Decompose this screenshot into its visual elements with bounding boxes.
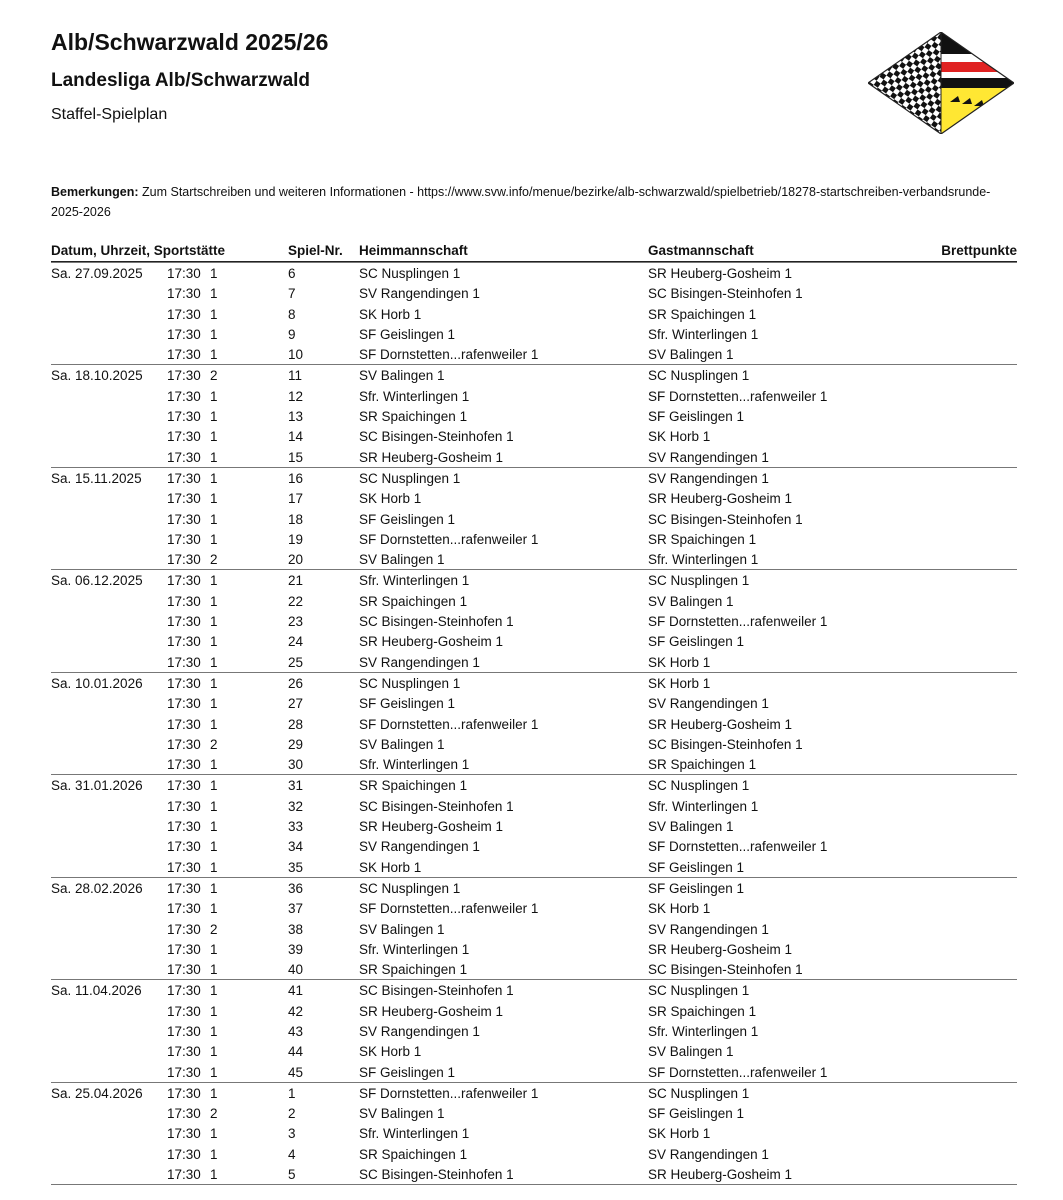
venue-number: 1 [210, 1167, 218, 1183]
game-number: 25 [288, 654, 304, 670]
home-team: SC Nusplingen 1 [359, 266, 461, 281]
col-board-points: Brettpunkte [941, 243, 1017, 258]
venue-number: 1 [210, 573, 218, 589]
guest-team: SC Bisingen-Steinhofen 1 [648, 511, 803, 527]
venue-number: 1 [210, 511, 218, 527]
game-number: 11 [288, 368, 303, 384]
home-team: SV Rangendingen 1 [359, 286, 480, 302]
match-time: 17:30 [167, 675, 201, 691]
home-team: SF Dornstetten...rafenweiler 1 [359, 716, 539, 732]
match-time: 17:30 [167, 1126, 201, 1142]
game-number: 21 [288, 573, 304, 589]
guest-team: SR Spaichingen 1 [648, 757, 757, 773]
table-row [51, 467, 1017, 488]
league-name: Landesliga Alb/Schwarzwald [51, 70, 311, 91]
remarks-label: Bemerkungen: [51, 185, 139, 199]
venue-number: 1 [210, 531, 218, 547]
match-time: 17:30 [167, 470, 201, 486]
guest-team: SV Balingen 1 [648, 593, 734, 609]
match-time: 17:30 [167, 491, 201, 507]
table-row [51, 631, 1017, 651]
game-number: 29 [288, 736, 304, 752]
guest-team: SF Dornstetten...rafenweiler 1 [648, 614, 828, 630]
table-row [51, 447, 1017, 467]
guest-team: SV Rangendingen 1 [648, 696, 769, 712]
venue-number: 1 [210, 716, 218, 732]
venue-number: 1 [210, 266, 218, 281]
match-time: 17:30 [167, 1106, 201, 1122]
match-time: 17:30 [167, 573, 201, 589]
home-team: SK Horb 1 [359, 1044, 422, 1060]
venue-number: 1 [210, 819, 218, 835]
match-time: 17:30 [167, 1064, 201, 1080]
guest-team: SC Nusplingen 1 [648, 1085, 750, 1101]
home-team: SV Rangendingen 1 [359, 839, 480, 855]
venue-number: 1 [210, 409, 218, 425]
match-time: 17:30 [167, 1167, 201, 1183]
home-team: SF Dornstetten...rafenweiler 1 [359, 1085, 539, 1101]
home-team: SR Heuberg-Gosheim 1 [359, 819, 504, 835]
game-number: 37 [288, 901, 304, 917]
table-row [51, 734, 1017, 754]
home-team: Sfr. Winterlingen 1 [359, 388, 470, 404]
table-row [51, 1123, 1017, 1143]
table-row [51, 774, 1017, 795]
venue-number: 1 [210, 306, 218, 322]
match-time: 17:30 [167, 880, 201, 896]
venue-number: 1 [210, 696, 218, 712]
table-row [51, 816, 1017, 836]
col-home-team: Heimmannschaft [359, 243, 468, 258]
venue-number: 1 [210, 347, 218, 363]
home-team: SR Spaichingen 1 [359, 409, 468, 425]
home-team: SK Horb 1 [359, 859, 422, 875]
home-team: SR Heuberg-Gosheim 1 [359, 634, 504, 650]
match-date: Sa. 15.11.2025 [51, 470, 142, 486]
table-header [51, 240, 1017, 262]
match-time: 17:30 [167, 1146, 201, 1162]
home-team: SV Balingen 1 [359, 1106, 445, 1122]
match-time: 17:30 [167, 593, 201, 609]
venue-number: 1 [210, 470, 218, 486]
guest-team: SF Dornstetten...rafenweiler 1 [648, 1064, 828, 1080]
game-number: 18 [288, 511, 304, 527]
table-row [51, 324, 1017, 344]
schedule-table [51, 240, 1017, 1185]
venue-number: 1 [210, 1064, 218, 1080]
home-team: SC Bisingen-Steinhofen 1 [359, 1167, 514, 1183]
match-time: 17:30 [167, 511, 201, 527]
table-row [51, 979, 1017, 1000]
game-number: 26 [288, 675, 304, 691]
guest-team: SK Horb 1 [648, 901, 711, 917]
home-team: SR Heuberg-Gosheim 1 [359, 1003, 504, 1019]
game-number: 39 [288, 941, 304, 957]
game-number: 36 [288, 880, 304, 896]
table-row [51, 796, 1017, 816]
home-team: SF Geislingen 1 [359, 326, 456, 342]
game-number: 9 [288, 326, 296, 342]
home-team: SC Nusplingen 1 [359, 675, 461, 691]
game-number: 5 [288, 1167, 296, 1183]
game-number: 27 [288, 696, 304, 712]
venue-number: 1 [210, 1126, 218, 1142]
home-team: SF Geislingen 1 [359, 1064, 456, 1080]
table-row [51, 1041, 1017, 1061]
guest-team: SF Geislingen 1 [648, 409, 745, 425]
table-row [51, 1144, 1017, 1164]
game-number: 20 [288, 552, 304, 568]
guest-team: Sfr. Winterlingen 1 [648, 552, 759, 568]
table-row [51, 714, 1017, 734]
match-time: 17:30 [167, 819, 201, 835]
guest-team: SC Nusplingen 1 [648, 778, 750, 794]
game-number: 16 [288, 470, 304, 486]
venue-number: 1 [210, 798, 218, 814]
table-row [51, 652, 1017, 672]
guest-team: SR Heuberg-Gosheim 1 [648, 941, 793, 957]
guest-team: SF Dornstetten...rafenweiler 1 [648, 388, 828, 404]
guest-team: Sfr. Winterlingen 1 [648, 798, 759, 814]
match-time: 17:30 [167, 1044, 201, 1060]
table-row [51, 529, 1017, 549]
table-row [51, 836, 1017, 856]
match-time: 17:30 [167, 266, 201, 281]
game-number: 22 [288, 593, 304, 609]
match-time: 17:30 [167, 941, 201, 957]
venue-number: 1 [210, 880, 218, 896]
table-row [51, 426, 1017, 446]
match-date: Sa. 10.01.2026 [51, 675, 143, 691]
game-number: 7 [288, 286, 296, 302]
table-row [51, 569, 1017, 590]
guest-team: SF Geislingen 1 [648, 634, 745, 650]
game-number: 23 [288, 614, 304, 630]
table-row [51, 939, 1017, 959]
guest-team: SK Horb 1 [648, 429, 711, 445]
home-team: SK Horb 1 [359, 491, 422, 507]
home-team: SC Bisingen-Steinhofen 1 [359, 429, 514, 445]
venue-number: 1 [210, 901, 218, 917]
guest-team: SR Heuberg-Gosheim 1 [648, 1167, 793, 1183]
table-row [51, 1001, 1017, 1021]
guest-team: SK Horb 1 [648, 654, 711, 670]
match-time: 17:30 [167, 901, 201, 917]
guest-team: Sfr. Winterlingen 1 [648, 326, 759, 342]
game-number: 10 [288, 347, 304, 363]
guest-team: SC Bisingen-Steinhofen 1 [648, 286, 803, 302]
federation-logo [868, 32, 1014, 134]
guest-team: SC Nusplingen 1 [648, 983, 750, 999]
document-type: Staffel-Spielplan [51, 106, 168, 123]
home-team: SF Geislingen 1 [359, 511, 456, 527]
match-time: 17:30 [167, 634, 201, 650]
home-team: SV Rangendingen 1 [359, 1023, 480, 1039]
home-team: SC Nusplingen 1 [359, 880, 461, 896]
guest-team: Sfr. Winterlingen 1 [648, 1023, 759, 1039]
match-date: Sa. 18.10.2025 [51, 368, 143, 384]
match-time: 17:30 [167, 696, 201, 712]
game-number: 42 [288, 1003, 304, 1019]
col-date: Datum, Uhrzeit, Sportstätte [51, 243, 226, 258]
table-row [51, 591, 1017, 611]
match-time: 17:30 [167, 654, 201, 670]
match-time: 17:30 [167, 326, 201, 342]
table-row [51, 857, 1017, 877]
match-time: 17:30 [167, 347, 201, 363]
guest-team: SR Heuberg-Gosheim 1 [648, 266, 793, 281]
venue-number: 1 [210, 941, 218, 957]
match-date: Sa. 11.04.2026 [51, 983, 142, 999]
guest-team: SR Spaichingen 1 [648, 1003, 757, 1019]
home-team: SV Balingen 1 [359, 552, 445, 568]
match-time: 17:30 [167, 306, 201, 322]
table-end-divider [51, 1184, 1017, 1185]
game-number: 15 [288, 449, 304, 465]
venue-number: 1 [210, 839, 218, 855]
guest-team: SF Geislingen 1 [648, 880, 745, 896]
remarks-text: Zum Startschreiben und weiteren Informationen - https://www.svw.info/menue/bezirke/alb-schwarzwald/spielbetrieb/18278-startschreiben-verbandsrunde-2025-2026 [51, 185, 991, 219]
guest-team: SV Rangendingen 1 [648, 470, 769, 486]
table-row [51, 283, 1017, 303]
venue-number: 1 [210, 1003, 218, 1019]
match-date: Sa. 06.12.2025 [51, 573, 143, 589]
guest-team: SC Bisingen-Steinhofen 1 [648, 962, 803, 978]
guest-team: SV Balingen 1 [648, 347, 734, 363]
game-number: 17 [288, 491, 304, 507]
table-row [51, 1021, 1017, 1041]
venue-number: 1 [210, 859, 218, 875]
home-team: SC Bisingen-Steinhofen 1 [359, 983, 514, 999]
guest-team: SF Geislingen 1 [648, 1106, 745, 1122]
game-number: 38 [288, 921, 304, 937]
match-time: 17:30 [167, 531, 201, 547]
game-number: 8 [288, 306, 296, 322]
venue-number: 1 [210, 286, 218, 302]
venue-number: 1 [210, 778, 218, 794]
game-number: 3 [288, 1126, 296, 1142]
guest-team: SR Heuberg-Gosheim 1 [648, 716, 793, 732]
table-row [51, 549, 1017, 569]
match-date: Sa. 28.02.2026 [51, 880, 143, 896]
home-team: SF Dornstetten...rafenweiler 1 [359, 901, 539, 917]
guest-team: SR Spaichingen 1 [648, 531, 757, 547]
home-team: Sfr. Winterlingen 1 [359, 941, 470, 957]
table-row [51, 1062, 1017, 1082]
col-game-number: Spiel-Nr. [288, 243, 343, 258]
match-date: Sa. 27.09.2025 [51, 266, 143, 281]
match-time: 17:30 [167, 368, 201, 384]
guest-team: SF Geislingen 1 [648, 859, 745, 875]
venue-number: 1 [210, 757, 218, 773]
table-row [51, 488, 1017, 508]
table-row [51, 919, 1017, 939]
match-time: 17:30 [167, 962, 201, 978]
match-time: 17:30 [167, 449, 201, 465]
table-row [51, 672, 1017, 693]
match-time: 17:30 [167, 552, 201, 568]
table-row [51, 509, 1017, 529]
guest-team: SV Balingen 1 [648, 1044, 734, 1060]
venue-number: 1 [210, 675, 218, 691]
game-number: 33 [288, 819, 304, 835]
match-time: 17:30 [167, 1023, 201, 1039]
table-row [51, 898, 1017, 918]
match-time: 17:30 [167, 921, 201, 937]
home-team: SK Horb 1 [359, 306, 422, 322]
match-time: 17:30 [167, 409, 201, 425]
home-team: SR Spaichingen 1 [359, 778, 468, 794]
guest-team: SV Rangendingen 1 [648, 449, 769, 465]
guest-team: SC Bisingen-Steinhofen 1 [648, 736, 803, 752]
match-date: Sa. 31.01.2026 [51, 778, 143, 794]
table-row [51, 406, 1017, 426]
home-team: SR Heuberg-Gosheim 1 [359, 449, 504, 465]
game-number: 30 [288, 757, 304, 773]
home-team: SC Bisingen-Steinhofen 1 [359, 798, 514, 814]
venue-number: 1 [210, 429, 218, 445]
table-row [51, 877, 1017, 898]
venue-number: 1 [210, 326, 218, 342]
match-date: Sa. 25.04.2026 [51, 1085, 143, 1101]
match-time: 17:30 [167, 736, 201, 752]
table-row [51, 1103, 1017, 1123]
game-number: 2 [288, 1106, 296, 1122]
game-number: 41 [288, 983, 304, 999]
match-time: 17:30 [167, 757, 201, 773]
home-team: SV Balingen 1 [359, 368, 445, 384]
home-team: SF Dornstetten...rafenweiler 1 [359, 347, 539, 363]
game-number: 31 [288, 778, 304, 794]
home-team: Sfr. Winterlingen 1 [359, 1126, 470, 1142]
venue-number: 1 [210, 491, 218, 507]
match-time: 17:30 [167, 286, 201, 302]
home-team: SR Spaichingen 1 [359, 1146, 468, 1162]
match-time: 17:30 [167, 388, 201, 404]
match-time: 17:30 [167, 778, 201, 794]
game-number: 32 [288, 798, 304, 814]
home-team: SF Dornstetten...rafenweiler 1 [359, 531, 539, 547]
game-number: 43 [288, 1023, 304, 1039]
game-number: 44 [288, 1044, 304, 1060]
page-title: Alb/Schwarzwald 2025/26 [51, 29, 329, 55]
game-number: 4 [288, 1146, 296, 1162]
venue-number: 1 [210, 593, 218, 609]
venue-number: 1 [210, 654, 218, 670]
table-row [51, 364, 1017, 385]
home-team: SR Spaichingen 1 [359, 593, 468, 609]
game-number: 35 [288, 859, 304, 875]
venue-number: 1 [210, 614, 218, 630]
home-team: SC Bisingen-Steinhofen 1 [359, 614, 514, 630]
home-team: SF Geislingen 1 [359, 696, 456, 712]
guest-team: SV Balingen 1 [648, 819, 734, 835]
home-team: SV Balingen 1 [359, 921, 445, 937]
venue-number: 1 [210, 983, 218, 999]
venue-number: 1 [210, 962, 218, 978]
guest-team: SF Dornstetten...rafenweiler 1 [648, 839, 828, 855]
home-team: SR Spaichingen 1 [359, 962, 468, 978]
guest-team: SR Heuberg-Gosheim 1 [648, 491, 793, 507]
game-number: 28 [288, 716, 304, 732]
guest-team: SV Rangendingen 1 [648, 921, 769, 937]
game-number: 19 [288, 531, 304, 547]
col-guest-team: Gastmannschaft [648, 243, 754, 258]
venue-number: 1 [210, 1085, 218, 1101]
guest-team: SC Nusplingen 1 [648, 368, 750, 384]
guest-team: SR Spaichingen 1 [648, 306, 757, 322]
venue-number: 2 [210, 368, 218, 384]
guest-team: SV Rangendingen 1 [648, 1146, 769, 1162]
match-time: 17:30 [167, 1003, 201, 1019]
venue-number: 2 [210, 552, 218, 568]
remarks [51, 182, 1011, 222]
game-number: 12 [288, 388, 304, 404]
table-row [51, 959, 1017, 979]
game-number: 1 [288, 1085, 296, 1101]
match-time: 17:30 [167, 983, 201, 999]
game-number: 6 [288, 266, 296, 281]
venue-number: 1 [210, 1044, 218, 1060]
match-time: 17:30 [167, 716, 201, 732]
table-row [51, 1164, 1017, 1184]
guest-team: SK Horb 1 [648, 1126, 711, 1142]
match-time: 17:30 [167, 839, 201, 855]
game-number: 14 [288, 429, 304, 445]
venue-number: 1 [210, 1146, 218, 1162]
table-body [51, 262, 1017, 1184]
guest-team: SC Nusplingen 1 [648, 573, 750, 589]
game-number: 13 [288, 409, 304, 425]
game-number: 34 [288, 839, 304, 855]
table-row [51, 386, 1017, 406]
home-team: Sfr. Winterlingen 1 [359, 573, 470, 589]
table-row [51, 611, 1017, 631]
guest-team: SK Horb 1 [648, 675, 711, 691]
match-time: 17:30 [167, 859, 201, 875]
home-team: SV Balingen 1 [359, 736, 445, 752]
venue-number: 1 [210, 634, 218, 650]
home-team: SV Rangendingen 1 [359, 654, 480, 670]
table-row [51, 754, 1017, 774]
game-number: 24 [288, 634, 304, 650]
table-row [51, 344, 1017, 364]
table-row [51, 1082, 1017, 1103]
game-number: 40 [288, 962, 304, 978]
venue-number: 1 [210, 1023, 218, 1039]
venue-number: 2 [210, 921, 218, 937]
home-team: Sfr. Winterlingen 1 [359, 757, 470, 773]
match-time: 17:30 [167, 798, 201, 814]
table-row [51, 304, 1017, 324]
table-row [51, 262, 1017, 283]
match-time: 17:30 [167, 614, 201, 630]
home-team: SC Nusplingen 1 [359, 470, 461, 486]
venue-number: 2 [210, 1106, 218, 1122]
table-row [51, 693, 1017, 713]
match-time: 17:30 [167, 429, 201, 445]
match-time: 17:30 [167, 1085, 201, 1101]
venue-number: 1 [210, 388, 218, 404]
venue-number: 1 [210, 449, 218, 465]
venue-number: 2 [210, 736, 218, 752]
game-number: 45 [288, 1064, 304, 1080]
